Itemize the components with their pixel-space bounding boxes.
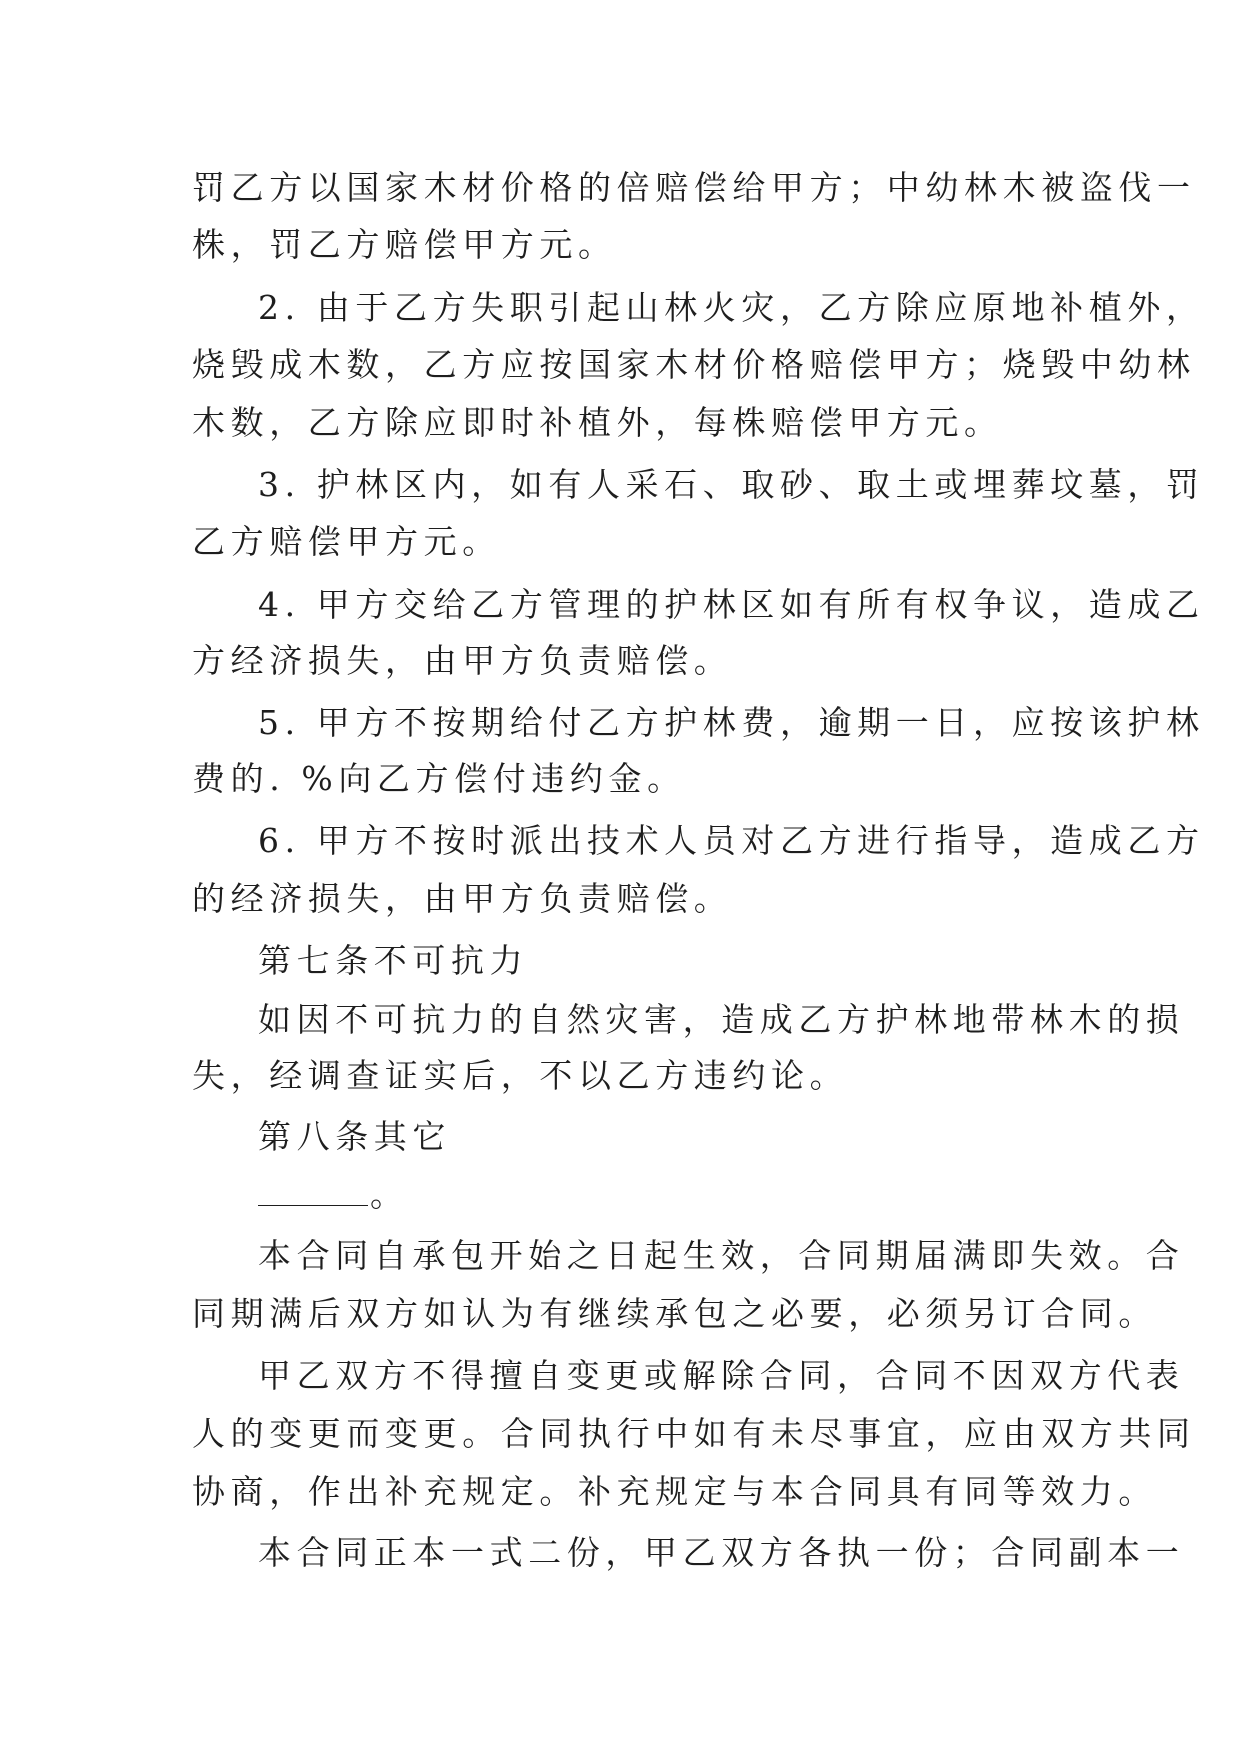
text-line: 本合同自承包开始之日起生效，合同期届满即失效。合: [258, 1236, 1185, 1275]
text-line: 本合同正本一式二份，甲乙双方各执一份；合同副本一: [258, 1533, 1185, 1572]
text-line: 6. 甲方不按时派出技术人员对乙方进行指导，造成乙方: [258, 821, 1205, 860]
text-line: 株，罚乙方赔偿甲方元。: [192, 225, 617, 264]
section-heading: 第七条不可抗力: [258, 941, 529, 980]
blank-fill-line: [258, 1175, 403, 1215]
text-line: 失，经调查证实后，不以乙方违约论。: [192, 1056, 849, 1095]
text-line: 的经济损失，由甲方负责赔偿。: [192, 879, 733, 918]
section-heading: 第八条其它: [258, 1117, 451, 1156]
text-line: 2. 由于乙方失职引起山林火灾，乙方除应原地补植外，: [258, 288, 1205, 327]
text-line: 乙方赔偿甲方元。: [192, 522, 501, 561]
text-line: 如因不可抗力的自然灾害，造成乙方护林地带林木的损: [258, 1000, 1185, 1039]
blank-underline: [258, 1177, 368, 1206]
text-line: 4. 甲方交给乙方管理的护林区如有所有权争议，造成乙: [258, 585, 1205, 624]
text-line: 人的变更而变更。合同执行中如有未尽事宜，应由双方共同: [192, 1414, 1196, 1453]
text-line: 3. 护林区内，如有人采石、取砂、取土或埋葬坟墓，罚: [258, 465, 1205, 504]
text-line: 同期满后双方如认为有继续承包之必要，必须另订合同。: [192, 1294, 1157, 1333]
text-line: 协商，作出补充规定。补充规定与本合同具有同等效力。: [192, 1472, 1157, 1511]
text-line: 费的. %向乙方偿付违约金。: [192, 759, 686, 798]
text-line: 5. 甲方不按期给付乙方护林费，逾期一日，应按该护林: [258, 703, 1205, 742]
text-line: 烧毁成木数，乙方应按国家木材价格赔偿甲方；烧毁中幼林: [192, 345, 1196, 384]
text-line: 方经济损失，由甲方负责赔偿。: [192, 641, 733, 680]
text-line: 。: [370, 1175, 403, 1214]
text-line: 罚乙方以国家木材价格的倍赔偿给甲方；中幼林木被盗伐一: [192, 168, 1196, 207]
text-line: 甲乙双方不得擅自变更或解除合同，合同不因双方代表: [258, 1356, 1185, 1395]
text-line: 木数，乙方除应即时补植外，每株赔偿甲方元。: [192, 403, 1003, 442]
